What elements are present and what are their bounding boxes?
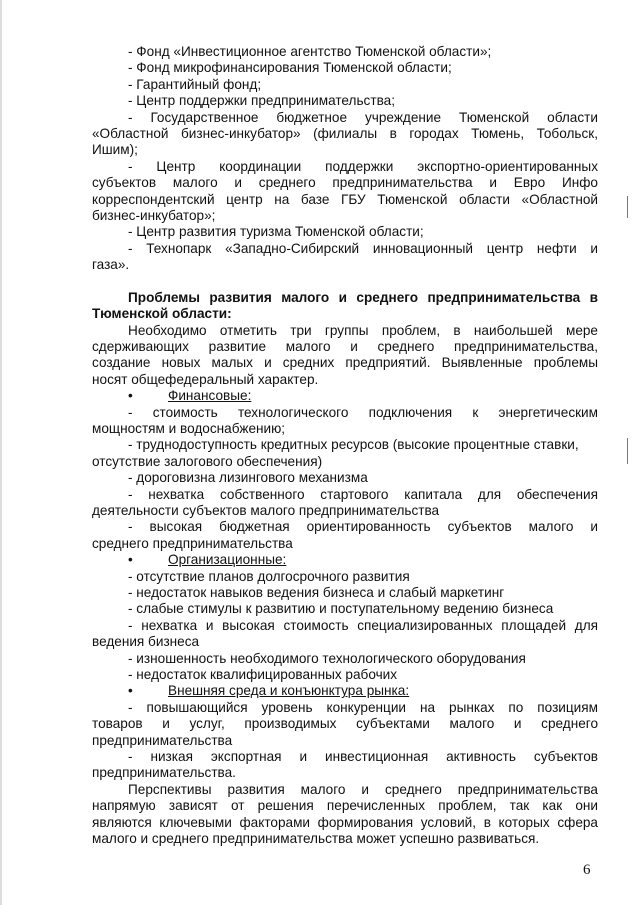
list-item: - отсутствие планов долгосрочного развития xyxy=(128,568,410,584)
scan-edge-mark xyxy=(627,196,628,218)
list-item: - Технопарк «Западно-Сибирский инновационный центр нефти и xyxy=(128,240,598,256)
list-item: - Центр координации поддержки экспортно-ориентированных xyxy=(128,158,598,174)
list-item-cont: мощностям и водоснабжению; xyxy=(92,420,286,436)
list-item-cont: товаров и услуг, производимых субъектами малого и среднего xyxy=(92,716,598,732)
heading-line: Проблемы развития малого и среднего предпринимательства в xyxy=(128,289,598,305)
list-item-cont: Ишим); xyxy=(92,142,138,158)
list-item: - Государственное бюджетное учреждение Тюменской области xyxy=(128,109,598,125)
list-item-cont: «Областной бизнес-инкубатор» (филиалы в городах Тюмень, Тобольск, xyxy=(92,126,598,142)
category-title: Финансовые: xyxy=(168,388,252,404)
list-item: - Гарантийный фонд; xyxy=(128,76,262,92)
list-item: - нехватка и высокая стоимость специализированных площадей для xyxy=(128,617,598,633)
list-item-cont: ведения бизнеса xyxy=(92,634,200,650)
category-title: Внешняя среда и конъюнктура рынка: xyxy=(168,683,410,699)
list-item: - труднодоступность кредитных ресурсов (высокие процентные ставки, xyxy=(128,437,579,453)
scan-left-edge xyxy=(0,0,2,905)
section-heading xyxy=(92,290,598,323)
list-item: - недостаток навыков ведения бизнеса и слабый маркетинг xyxy=(128,585,505,600)
list-item-cont: газа». xyxy=(92,257,130,273)
page-number: 6 xyxy=(583,862,591,878)
paragraph-line: создание новых малых и средних предприятий. Выявленные проблемы xyxy=(92,355,598,371)
paragraph-line: являются ключевыми факторами формирования условий, в которых сфера xyxy=(92,814,598,830)
paragraph-line: Необходимо отметить три группы проблем, в наибольшей мере xyxy=(128,322,598,338)
list-item: - Центр развития туризма Тюменской области; xyxy=(128,224,424,240)
paragraph-line: сдерживающих развитие малого и среднего предпринимательства, xyxy=(92,338,598,354)
list-item: - Фонд микрофинансирования Тюменской области; xyxy=(128,60,452,76)
category-title: Организационные: xyxy=(168,552,287,568)
list-item: - высокая бюджетная ориентированность субъектов малого и xyxy=(128,519,598,535)
paragraph-line: малого и среднего предпринимательства может успешно развиваться. xyxy=(92,831,540,847)
bullet-icon: • xyxy=(128,388,133,404)
list-item-cont: отсутствие залогового обеспечения) xyxy=(92,453,323,469)
list-item: - недостаток квалифицированных рабочих xyxy=(128,667,398,683)
bullet-icon: • xyxy=(128,683,133,699)
category-financial xyxy=(92,388,598,404)
list-item: - низкая экспортная и инвестиционная активность субъектов xyxy=(128,749,598,765)
list-item-cont: предпринимательства xyxy=(92,732,233,748)
list-item: - Центр поддержки предпринимательства; xyxy=(128,93,395,109)
category-organizational xyxy=(92,552,598,568)
list-item: - стоимость технологического подключения к энергетическим xyxy=(128,404,598,420)
paragraph-line: Перспективы развития малого и среднего предпринимательства xyxy=(128,781,598,797)
list-item: - Фонд «Инвестиционное агентство Тюменской области»; xyxy=(128,44,492,59)
bullet-icon: • xyxy=(128,552,133,568)
list-item-cont: среднего предпринимательства xyxy=(92,535,293,551)
list-item-cont: предпринимательства. xyxy=(92,765,236,781)
category-market xyxy=(92,683,598,699)
scan-edge-mark xyxy=(627,438,628,464)
list-item: - дороговизна лизингового механизма xyxy=(128,470,368,486)
list-item-cont: корреспондентский центр на базе ГБУ Тюменской области «Областной xyxy=(92,191,598,207)
document-body xyxy=(92,44,598,848)
paragraph-line: носят общефедеральный характер. xyxy=(92,371,319,387)
list-item-cont: субъектов малого и среднего предпринимательства и Евро Инфо xyxy=(92,175,598,191)
paragraph-line: напрямую зависят от решения перечисленных проблем, так как они xyxy=(92,798,598,814)
list-item: - нехватка собственного стартового капитала для обеспечения xyxy=(128,486,598,502)
list-item: - повышающийся уровень конкуренции на рынках по позициям xyxy=(128,699,598,715)
list-item: - слабые стимулы к развитию и поступательному ведению бизнеса xyxy=(128,601,554,617)
list-item-cont: бизнес-инкубатор»; xyxy=(92,208,216,224)
list-item: - изношенность необходимого технологического оборудования xyxy=(128,650,526,666)
list-item-cont: деятельности субъектов малого предпринимательства xyxy=(92,502,440,518)
heading-line: Тюменской области: xyxy=(92,306,232,322)
